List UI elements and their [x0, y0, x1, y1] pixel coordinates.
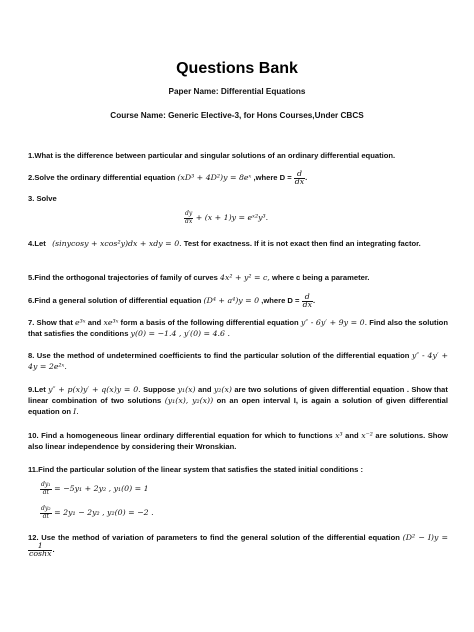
question-11: 11.Find the particular solution of the linear system that satisfies the stated initial conditions :	[28, 465, 364, 474]
question-7: 7. Show that e³ˣ and xe³ˣ form a basis of the following differential equation y″ - 6y′ + 9y = 0. Find also the solution that satisfies the conditions y(0) = −1.4 , y′(0) = 4.6 .	[28, 318, 448, 339]
question-4: 4.Let (sinycosy + xcos²y)dx + xdy = 0. Test for exactness. If it is not exact then find an integrating factor.	[28, 239, 421, 248]
q6-fraction: $\frac{d}{dx}$	[302, 292, 312, 309]
paper-name: Paper Name: Differential Equations	[168, 87, 306, 96]
question-9: 9.Let y″ + p(x)y′ + q(x)y = 0. Suppose y₁(x) and y₂(x) are two solutions of given differential equation . Show that linear combination of two solutions (y₁(x), y₂(x)) on an open interval I, is again a solution of given differential equation on I.	[28, 385, 448, 417]
q4-equation: (sinycosy + xcos²y)dx + xdy = 0.	[52, 239, 182, 248]
question-6: 6.Find a general solution of differential equation (D⁴ + a⁴)y = 0 ,where D = $\frac{d}{dx}$ .	[28, 292, 316, 309]
question-2: 2.Solve the ordinary differential equation (xD³ + 4D²)y = 8eˣ ,where D = $\frac{d}{dx}$ .	[28, 169, 308, 186]
question-5: 5.Find the orthogonal trajectories of family of curves 4x² + y² = c, where c being a parameter.	[28, 273, 370, 282]
page-title: Questions Bank	[176, 60, 298, 77]
q5-equation: 4x² + y² = c,	[220, 273, 270, 282]
course-name: Course Name: Generic Elective-3, for Hons Courses,Under CBCS	[110, 111, 364, 120]
question-8: 8. Use the method of undetermined coefficients to find the particular solution of the differential equation y″ - 4y′ + 4y = 2e²ˣ.	[28, 351, 448, 372]
q6-equation: (D⁴ + a⁴)y = 0	[203, 296, 260, 305]
question-3: 3. Solve	[28, 194, 57, 203]
q3-equation: $\frac{dy}{dx}$ + (x + 1)y = eˣ²y³.	[185, 210, 269, 225]
q12-fraction: $\frac{1}{\cosh x}$	[29, 541, 52, 558]
question-1: 1.What is the difference between particular and singular solutions of an ordinary differential equation.	[28, 151, 396, 160]
question-12: 12. Use the method of variation of parameters to find the general solution of the differential equation (D² − I)y = $\frac{1}{\cosh x}$ .	[28, 533, 448, 558]
q11-equation-2: $\frac{\text{dy₂}}{dt}$ = 2y₁ − 2y₂ , y₂(0) = −2 .	[41, 505, 154, 520]
q11-equation-1: $\frac{\text{dy₁}}{dt}$ = −5y₁ + 2y₂ , y₁(0) = 1	[41, 481, 149, 496]
q2-fraction: $\frac{d}{dx}$	[294, 169, 305, 186]
q2-equation: (xD³ + 4D²)y = 8eˣ	[177, 173, 252, 182]
question-10: 10. Find a homogeneous linear ordinary differential equation for which to functions x³ and x⁻² are solutions. Show also linear independence by considering their Wronskian.	[28, 431, 448, 452]
